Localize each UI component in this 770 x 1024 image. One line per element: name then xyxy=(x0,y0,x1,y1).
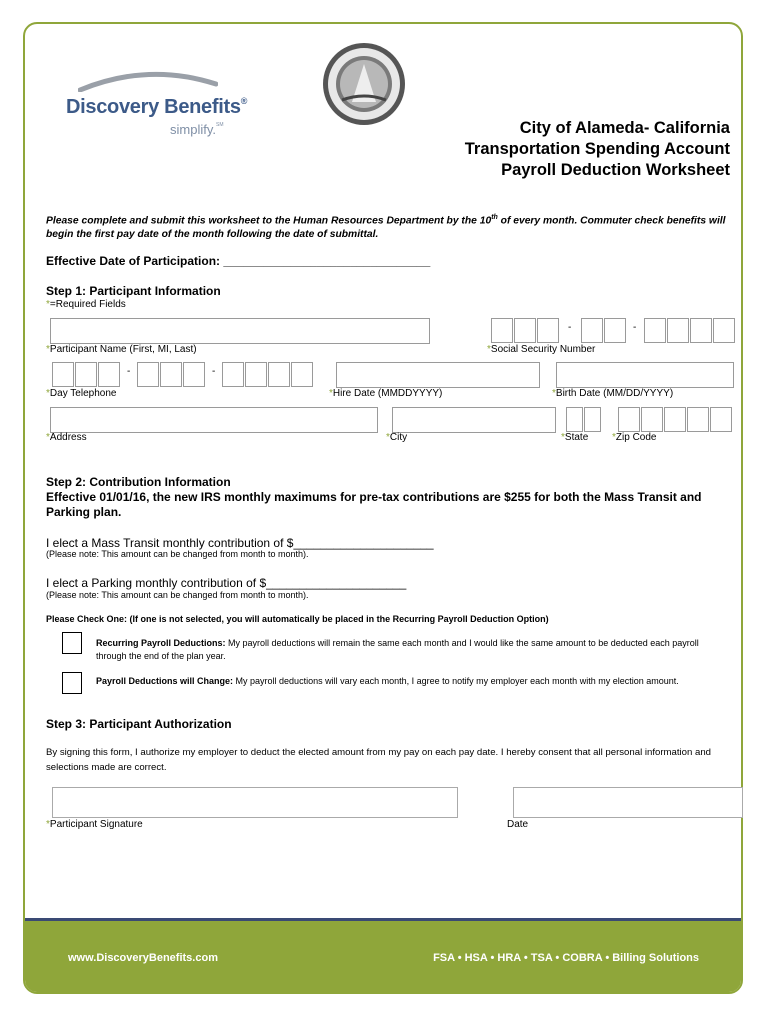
city-seal-icon xyxy=(322,42,406,126)
irs-maximum-note: Effective 01/01/16, the new IRS monthly maximums for pre-tax contributions are $255 for both the Mass Transit and Parking plan. xyxy=(46,490,702,519)
recurring-deduction-checkbox[interactable] xyxy=(62,632,82,654)
hire-date-input[interactable] xyxy=(336,362,540,388)
signature-date-input[interactable] xyxy=(513,787,743,818)
phone-line[interactable] xyxy=(222,362,314,387)
birth-date-input[interactable] xyxy=(556,362,734,388)
ssn-label: *Social Security Number xyxy=(487,344,596,355)
changing-deduction-checkbox[interactable] xyxy=(62,672,82,694)
logo-tagline: simplify.℠ xyxy=(170,122,224,137)
address-input[interactable] xyxy=(50,407,378,433)
day-telephone-label: *Day Telephone xyxy=(46,388,117,399)
ssn-group-2[interactable] xyxy=(581,318,627,343)
ssn-group-1[interactable] xyxy=(491,318,560,343)
parking-election[interactable]: I elect a Parking monthly contribution of $_____________________ xyxy=(46,576,407,590)
page-title: City of Alameda- California Transportation Spending Account Payroll Deduction Worksheet xyxy=(464,119,730,179)
city-label: *City xyxy=(386,432,408,443)
footer-divider xyxy=(25,918,741,921)
parking-note: (Please note: This amount can be changed from month to month). xyxy=(46,590,309,600)
check-one-instruction: Please Check One: (If one is not selected, you will automatically be placed in the Recurring Payroll Deduction Option) xyxy=(46,614,549,624)
logo-arc-icon xyxy=(78,68,218,92)
birth-date-label: *Birth Date (MM/DD/YYYY) xyxy=(552,388,674,399)
mass-transit-note: (Please note: This amount can be changed from month to month). xyxy=(46,549,309,559)
state-input[interactable] xyxy=(566,407,602,432)
phone-prefix[interactable] xyxy=(137,362,206,387)
changing-deduction-text: Payroll Deductions will Change: My payroll deductions will vary each month, I agree to notify my employer each month with my election amount. xyxy=(96,676,679,686)
participant-signature-label: *Participant Signature xyxy=(46,819,143,830)
logo-brand: Discovery Benefits® xyxy=(66,96,248,118)
participant-name-input[interactable] xyxy=(50,318,430,344)
footer-website[interactable]: www.DiscoveryBenefits.com xyxy=(68,952,218,964)
required-note: *=Required Fields xyxy=(46,299,126,310)
recurring-deduction-text: Recurring Payroll Deductions: My payroll deductions will remain the same each month and I would like the same amount to be deducted each payroll through the end of the plan year. xyxy=(96,638,699,661)
footer xyxy=(25,918,741,992)
step1-heading: Step 1: Participant Information xyxy=(46,284,221,298)
city-input[interactable] xyxy=(392,407,556,433)
zip-code-label: *Zip Code xyxy=(612,432,657,443)
mass-transit-election[interactable]: I elect a Mass Transit monthly contribution of $_____________________ xyxy=(46,536,434,550)
state-label: *State xyxy=(561,432,589,443)
effective-date-label: Effective Date of Participation: _______________________________ xyxy=(46,254,431,268)
date-label: Date xyxy=(507,819,529,830)
zip-code-input[interactable] xyxy=(618,407,733,432)
authorization-text: By signing this form, I authorize my employer to deduct the elected amount from my pay on each pay date. I hereby consent that all personal information and selections made are correct. xyxy=(46,747,711,773)
participant-signature-input[interactable] xyxy=(52,787,458,818)
ssn-group-3[interactable] xyxy=(644,318,736,343)
phone-dash-1: - xyxy=(127,366,131,377)
phone-dash-2: - xyxy=(212,366,216,377)
step2-heading: Step 2: Contribution Information xyxy=(46,475,231,489)
step3-heading: Step 3: Participant Authorization xyxy=(46,717,232,731)
address-label: *Address xyxy=(46,432,87,443)
ssn-dash-2: - xyxy=(633,322,637,333)
participant-name-label: *Participant Name (First, MI, Last) xyxy=(46,344,197,355)
intro-text: Please complete and submit this worksheet to the Human Resources Department by the 10th of every month. Commuter check benefits will begin the first pay date of the month following the date of submittal. xyxy=(46,214,726,241)
hire-date-label: *Hire Date (MMDDYYYY) xyxy=(329,388,443,399)
footer-band xyxy=(25,918,741,992)
phone-area-code[interactable] xyxy=(52,362,121,387)
footer-services: FSA • HSA • HRA • TSA • COBRA • Billing Solutions xyxy=(433,952,699,964)
ssn-dash-1: - xyxy=(568,322,572,333)
